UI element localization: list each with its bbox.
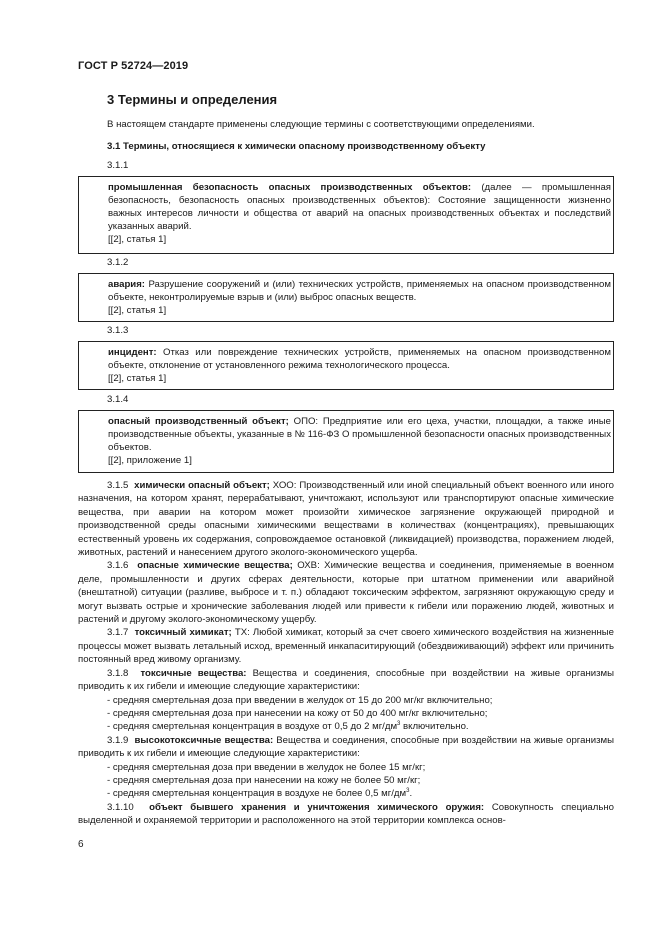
list-item-text: - средняя смертельная концентрация в воздухе от 0,5 до 2 мг/дм: [107, 721, 398, 733]
term-definition: [82, 346, 611, 372]
term-number: 3.1.3: [107, 325, 129, 336]
term-name: объект бывшего хранения и уничтожения химического оружия:: [149, 801, 485, 813]
superscript: 3: [406, 788, 410, 795]
term-number: 3.1.8: [107, 667, 129, 679]
term-name: опасный производственный объект;: [108, 416, 289, 427]
term-name: химически опасный объект;: [134, 480, 270, 491]
terms-body: [78, 479, 614, 828]
list-item: - средняя смертельная доза при введении в желудок от 15 до 200 мг/кг включительно;: [107, 694, 493, 706]
term-number: 3.1.10: [107, 801, 134, 813]
term-name: опасные химические вещества;: [137, 560, 293, 572]
term-name: токсичные вещества:: [140, 667, 247, 679]
term-box: [78, 341, 614, 390]
list-item-text: .: [409, 788, 413, 800]
term-paragraph: [78, 801, 614, 828]
term-box: [78, 410, 614, 473]
term-paragraph: [78, 734, 614, 761]
list-item: [78, 787, 614, 800]
term-source: [[2], приложение 1]: [108, 455, 192, 466]
term-text: ХОО: Производственный или иной специальный объект военного или иного назначения, на котором хранят, перерабатывают, уничтожают, используют или транспортируют опасные химические вещества, при аварии на котором может произойти химическое загрязнение окружающей природной и производственной среды опасными химическими веществами в количествах (концентрациях), превышающих естественный уровень их содержания, сопровождаемое остановкой (ликвидацией) производства, поражением людей, животных, растений и нанесением другого эколого-экономического ущерба.: [78, 480, 614, 559]
term-text: ОПО: Предприятие или его цеха, участки, площадки, а также иные производственные объекты, указанные в № 116-ФЗ О промышленной безопасности опасных производственных объектов.: [108, 416, 611, 453]
term-text: Совокупность специально выделенной и охраняемой территории и расположенного на этой территории комплекса основ-: [78, 801, 614, 827]
term-box: [78, 176, 614, 254]
term-definition: [82, 181, 611, 233]
term-number: 3.1.5: [107, 480, 129, 491]
term-number: 3.1.7: [107, 627, 129, 639]
term-definition: [82, 278, 611, 304]
term-text: ОХВ: Химические вещества и соединения, применяемые в военном деле, промышленности и других сферах деятельности, которые при штатном применении или аварийной (внештатной) ситуации (разливе, выбросе и т. п.) обладают токсическим эффектом, загрязняют окружающую среду и могут вызвать острые и хронические заболевания людей или привести к гибели или поражению людей, животных и растений и другому эколого-экономическому ущербу.: [78, 560, 614, 626]
term-number: 3.1.1: [107, 160, 129, 171]
term-paragraph: [78, 559, 614, 626]
term-source: [[2], статья 1]: [108, 305, 167, 316]
list-item-text: - средняя смертельная концентрация в воздухе не более 0,5 мг/дм: [107, 788, 407, 800]
term-number: 3.1.4: [107, 394, 129, 405]
term-name: промышленная безопасность опасных производственных объектов:: [108, 182, 472, 193]
section-intro: В настоящем стандарте применены следующие термины с соответствующими определениями.: [107, 119, 535, 130]
term-name: авария:: [108, 279, 145, 290]
term-text: Отказ или повреждение технических устройств, применяемых на опасном производственном объекте, отклонение от установленного режима технологического процесса.: [108, 347, 611, 371]
document-id: ГОСТ Р 52724—2019: [78, 60, 189, 72]
term-name: высокотоксичные вещества:: [134, 734, 274, 746]
term-number: 3.1.2: [107, 257, 129, 268]
page-number: 6: [78, 839, 84, 850]
list-item-text: включительно.: [400, 721, 469, 733]
term-box: [78, 273, 614, 322]
list-item: [78, 720, 614, 733]
term-text: Разрушение сооружений и (или) технических устройств, применяемых на опасном производственном объекте, неконтролируемые взрыв и (или) выброс опасных веществ.: [108, 279, 611, 303]
term-text: Вещества и соединения, способные при воздействии на живые организмы приводить к их гибели и имеющие следующие характеристики:: [78, 734, 614, 760]
subsection-title: 3.1 Термины, относящиеся к химически опасному производственному объекту: [107, 141, 486, 152]
term-number: 3.1.6: [107, 560, 129, 572]
list-item: - средняя смертельная доза при введении в желудок не более 15 мг/кг;: [107, 761, 426, 773]
term-text: (далее — промышленная безопасность, безопасность опасных производственных объектов): Состояние защищенности жизненно важных интересов личности и общества от аварий на опасных производственных объектах и последствий указанных аварий.: [108, 182, 611, 232]
term-definition: [82, 415, 611, 454]
term-number: 3.1.9: [107, 734, 129, 746]
term-source: [[2], статья 1]: [108, 373, 167, 384]
list-item: - средняя смертельная доза при нанесении на кожу не более 50 мг/кг;: [107, 774, 421, 786]
section-title: 3 Термины и определения: [107, 92, 278, 107]
term-name: инцидент:: [108, 347, 157, 358]
term-paragraph: [78, 667, 614, 694]
term-paragraph: [78, 626, 614, 666]
term-paragraph: [78, 479, 614, 559]
superscript: 3: [397, 721, 401, 728]
list-item: - средняя смертельная доза при нанесении на кожу от 50 до 400 мг/кг включительно;: [107, 707, 488, 719]
term-source: [[2], статья 1]: [108, 234, 167, 245]
term-text: Вещества и соединения, способные при воздействии на живые организмы приводить к их гибели и имеющие следующие характеристики:: [78, 667, 614, 693]
term-text: ТХ: Любой химикат, который за счет своего химического воздействия на жизненные процессы может вызвать летальный исход, временный инкапаситирующий (обездвиживающий) эффект или причинить постоянный вред живому организму.: [78, 627, 614, 666]
term-name: токсичный химикат;: [134, 627, 232, 639]
